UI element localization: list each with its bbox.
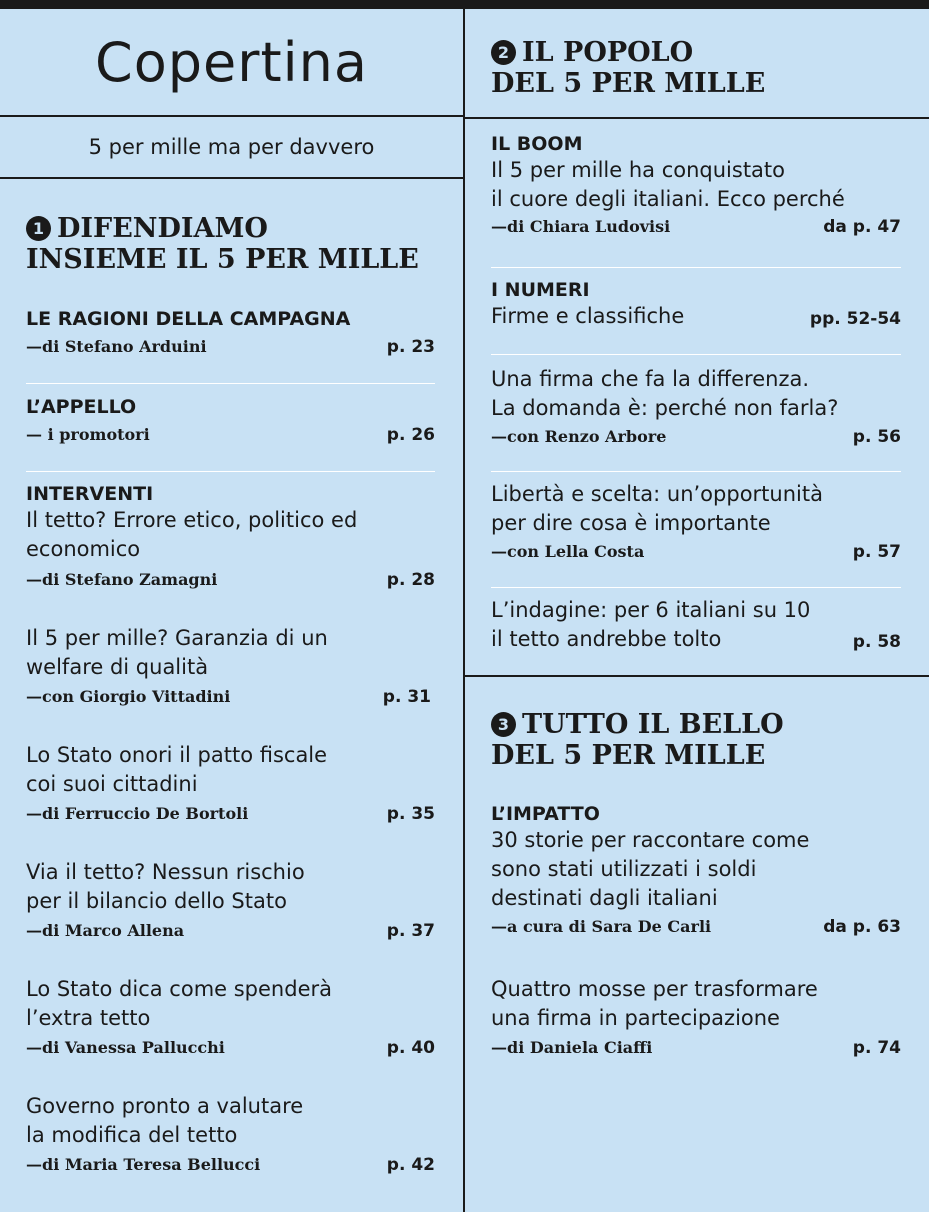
- entry-byline: —di Daniela Ciaffi: [491, 1038, 653, 1057]
- toc-entry[interactable]: [491, 365, 901, 449]
- entry-byline: —con Giorgio Vittadini: [26, 687, 231, 706]
- entry-title: per dire cosa è importante: [491, 511, 771, 535]
- entry-page: p. 37: [386, 921, 435, 941]
- column-divider: [463, 0, 465, 1212]
- entry-title: la modifica del tetto: [26, 1123, 238, 1147]
- entry-byline: —di Vanessa Pallucchi: [26, 1038, 225, 1057]
- entry-page: p. 23: [386, 337, 435, 357]
- toc-entry[interactable]: [26, 307, 435, 359]
- section-3-heading: [491, 709, 901, 771]
- entry-title: una firma in partecipazione: [491, 1006, 780, 1030]
- entry-page: p. 35: [386, 804, 435, 824]
- separator: [26, 471, 435, 472]
- entry-title: welfare di qualità: [26, 655, 209, 679]
- entry-title: La domanda è: perché non farla?: [491, 396, 839, 420]
- entry-byline: —di Ferruccio De Bortoli: [26, 804, 249, 823]
- toc-entry[interactable]: [26, 741, 435, 826]
- entry-page: da p. 63: [823, 917, 901, 937]
- entry-title: Lo Stato onori il patto fiscale: [26, 743, 328, 767]
- section-rule: [465, 675, 929, 677]
- toc-entry[interactable]: [491, 132, 901, 239]
- entry-page: p. 26: [386, 425, 435, 445]
- masthead-subtitle: 5 per mille ma per davvero: [0, 117, 463, 179]
- section-heading-line: DIFENDIAMO: [57, 213, 268, 244]
- entry-page: p. 74: [852, 1038, 901, 1058]
- toc-entry[interactable]: [491, 596, 901, 654]
- entry-title: Governo pronto a valutare: [26, 1094, 304, 1118]
- entry-title: per il bilancio dello Stato: [26, 889, 287, 913]
- section-heading-line: DEL 5 PER MILLE: [491, 740, 766, 771]
- entry-title: economico: [26, 537, 141, 561]
- entry-title: Il 5 per mille? Garanzia di un: [26, 626, 328, 650]
- separator: [491, 354, 901, 355]
- entry-title: Libertà e scelta: un’opportunità: [491, 482, 823, 506]
- entry-title: sono stati utilizzati i soldi: [491, 857, 757, 881]
- entry-label: IL BOOM: [491, 133, 583, 155]
- entry-byline: —di Marco Allena: [26, 921, 185, 940]
- toc-entry[interactable]: [491, 802, 901, 939]
- entry-label: INTERVENTI: [26, 483, 154, 505]
- section-heading-line: INSIEME IL 5 PER MILLE: [26, 244, 419, 275]
- section-heading-line: IL POPOLO: [522, 37, 694, 68]
- entry-title: Il 5 per mille ha conquistato: [491, 158, 786, 182]
- entry-page: p. 56: [852, 427, 901, 447]
- section-number-badge: 1: [26, 216, 51, 241]
- separator: [491, 267, 901, 268]
- masthead-title: Copertina: [95, 31, 368, 94]
- entry-byline: —con Renzo Arbore: [491, 427, 667, 446]
- toc-entry[interactable]: [491, 480, 901, 564]
- toc-entry[interactable]: [491, 975, 901, 1060]
- entry-page: p. 31: [382, 687, 431, 707]
- entry-page: p. 42: [386, 1155, 435, 1175]
- entry-title: Firme e classifiche: [491, 304, 685, 328]
- entry-page: p. 58: [852, 632, 901, 652]
- entry-title: destinati dagli italiani: [491, 886, 718, 910]
- entry-title: L’indagine: per 6 italiani su 10: [491, 598, 811, 622]
- entry-title: l’extra tetto: [26, 1006, 151, 1030]
- entry-byline: —di Stefano Zamagni: [26, 570, 218, 589]
- toc-entry[interactable]: [26, 1092, 435, 1177]
- left-column: [0, 9, 463, 1175]
- section-heading-line: DEL 5 PER MILLE: [491, 68, 766, 99]
- toc-entry[interactable]: [26, 858, 435, 943]
- separator: [491, 587, 901, 588]
- entry-byline: —di Stefano Arduini: [26, 337, 207, 356]
- section-rule: [465, 117, 929, 119]
- entry-label: L’APPELLO: [26, 396, 137, 418]
- entry-title: 30 storie per raccontare come: [491, 828, 810, 852]
- section-1-heading: [26, 213, 435, 275]
- toc-entry[interactable]: [26, 624, 435, 709]
- entry-page: p. 57: [852, 542, 901, 562]
- entry-byline: —a cura di Sara De Carli: [491, 917, 712, 936]
- entry-title: Lo Stato dica come spenderà: [26, 977, 332, 1001]
- entry-title: il cuore degli italiani. Ecco perché: [491, 187, 845, 211]
- section-heading-line: TUTTO IL BELLO: [522, 709, 784, 740]
- entry-byline: — i promotori: [26, 425, 150, 444]
- entry-title: Via il tetto? Nessun rischio: [26, 860, 305, 884]
- section-number-badge: 3: [491, 712, 516, 737]
- toc-entry[interactable]: [26, 482, 435, 592]
- entry-page: pp. 52-54: [809, 309, 901, 329]
- entry-label: LE RAGIONI DELLA CAMPAGNA: [26, 308, 351, 330]
- toc-entry[interactable]: [26, 975, 435, 1060]
- entry-byline: —di Maria Teresa Bellucci: [26, 1155, 261, 1174]
- entry-title: Quattro mosse per trasformare: [491, 977, 818, 1001]
- section-2-heading: [491, 37, 901, 99]
- separator: [26, 383, 435, 384]
- entry-page: p. 40: [386, 1038, 435, 1058]
- entry-byline: —di Chiara Ludovisi: [491, 217, 671, 236]
- entry-title: coi suoi cittadini: [26, 772, 198, 796]
- toc-entry[interactable]: [491, 278, 901, 331]
- entry-label: L’IMPATTO: [491, 803, 600, 825]
- section-number-badge: 2: [491, 40, 516, 65]
- entry-title: Una firma che fa la differenza.: [491, 367, 810, 391]
- entry-byline: —con Lella Costa: [491, 542, 645, 561]
- entry-title: il tetto andrebbe tolto: [491, 627, 722, 651]
- entry-page: da p. 47: [823, 217, 901, 237]
- toc-entry[interactable]: [26, 395, 435, 447]
- separator: [491, 471, 901, 472]
- entry-label: I NUMERI: [491, 279, 590, 301]
- masthead: [0, 9, 463, 117]
- entry-title: Il tetto? Errore etico, politico ed: [26, 508, 358, 532]
- entry-page: p. 28: [386, 570, 435, 590]
